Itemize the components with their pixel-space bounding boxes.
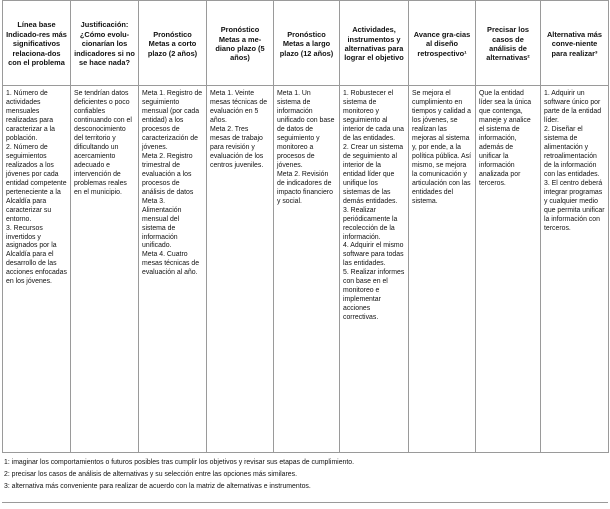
header-short-term-goals: Pronóstico Metas a corto plazo (2 años): [139, 1, 207, 86]
header-row: [3, 1, 609, 86]
header-progress: Avance gra-cias al diseño retrospectivo¹: [409, 1, 476, 86]
cell-justification: Se tendrían datos deficientes o poco confiables continuando con el desconocimiento del territorio y dificultando un acercamiento adecuado e intervención de problemas reales en el municipio.: [71, 86, 139, 453]
cell-progress: Se mejora el cumplimiento en tiempos y calidad a los jóvenes, se realizan las mejoras al sistema y, por ende, a la política pública. Así mismo, se mejora la comunicación y articulación con las entidades del sistema.: [409, 86, 476, 453]
header-best-alternative: Alternativa más conve-niente para realizar³: [541, 1, 609, 86]
header-alternative-cases: Precisar los casos de análisis de alternativas²: [476, 1, 541, 86]
footnotes: [2, 460, 608, 496]
footnote-3: [4, 484, 608, 496]
footnote-2-text: 2: precisar los casos de análisis de alternativas y su selección entre las opciones más similares.: [4, 471, 297, 478]
bottom-divider: [2, 502, 608, 503]
cell-alternative-cases: Que la entidad líder sea la única que contenga, maneje y analice el sistema de información, además de unificar la información analizada por terceros.: [476, 86, 541, 453]
header-mid-term-goals: Pronóstico Metas a me-diano plazo (5 años): [207, 1, 274, 86]
cell-long-term-goals: Meta 1. Un sistema de información unificado con base de datos de seguimiento y monitoreo a procesos de jóvenes. Meta 2. Revisión de indicadores de impacto financiero y social.: [274, 86, 340, 453]
document-page: [2, 0, 608, 509]
footnote-3-text: 3: alternativa más conveniente para realizar de acuerdo con la matriz de alternativas e instrumentos.: [4, 483, 311, 490]
cell-mid-term-goals: Meta 1. Veinte mesas técnicas de evaluación en 5 años. Meta 2. Tres mesas de trabajo para revisión y evaluación de los centros juveniles.: [207, 86, 274, 453]
footnote-1-text: 1: imaginar los comportamientos o futuros posibles tras cumplir los objetivos y revisar sus etapas de cumplimiento.: [4, 459, 355, 466]
table-row: [3, 86, 609, 453]
cell-baseline-indicators: 1. Número de actividades mensuales realizadas para caracterizar a la población. 2. Número de seguimientos realizados a los jóvenes por cada entidad competente perteneciente a la Alcaldía para caracterizar su entorno. 3. Recursos invertidos y asignados por la Alcaldía para el desarrollo de las acciones enfocadas en los jóvenes.: [3, 86, 71, 453]
cell-activities: 1. Robustecer el sistema de monitoreo y seguimiento al interior de cada una de las entidades. 2. Crear un sistema de seguimiento al interior de la entidad líder que unifique los sistemas de las demás entidades. 3. Realizar periódicamente la recolección de la información. 4. Adquirir el mismo software para todas las entidades. 5. Realizar informes con base en el monitoreo e implementar acciones correctivas.: [340, 86, 409, 453]
cell-best-alternative: 1. Adquirir un software único por parte de la entidad líder. 2. Diseñar el sistema de alimentación y retroalimentación de la información con las entidades. 3. El centro deberá integrar programas y cualquier medio que permita unificar la información con terceros.: [541, 86, 609, 453]
header-activities: Actividades, instrumentos y alternativas para lograr el objetivo: [340, 1, 409, 86]
header-long-term-goals: Pronóstico Metas a largo plazo (12 años): [274, 1, 340, 86]
cell-short-term-goals: Meta 1. Registro de seguimiento mensual (por cada entidad) a los procesos de caracterización de jóvenes. Meta 2. Registro trimestral de evaluación a los procesos de análisis de datos Meta 3. Alimentación mensual del sistema de información unificado. Meta 4. Cuatro mesas técnicas de evaluación al año.: [139, 86, 207, 453]
header-justification: Justificación: ¿Cómo evolu-cionarían los indicadores si no se hace nada?: [71, 1, 139, 86]
header-baseline-indicators: Línea base Indicado-res más significativos relaciona-dos con el problema: [3, 1, 71, 86]
planning-table: [2, 0, 609, 453]
